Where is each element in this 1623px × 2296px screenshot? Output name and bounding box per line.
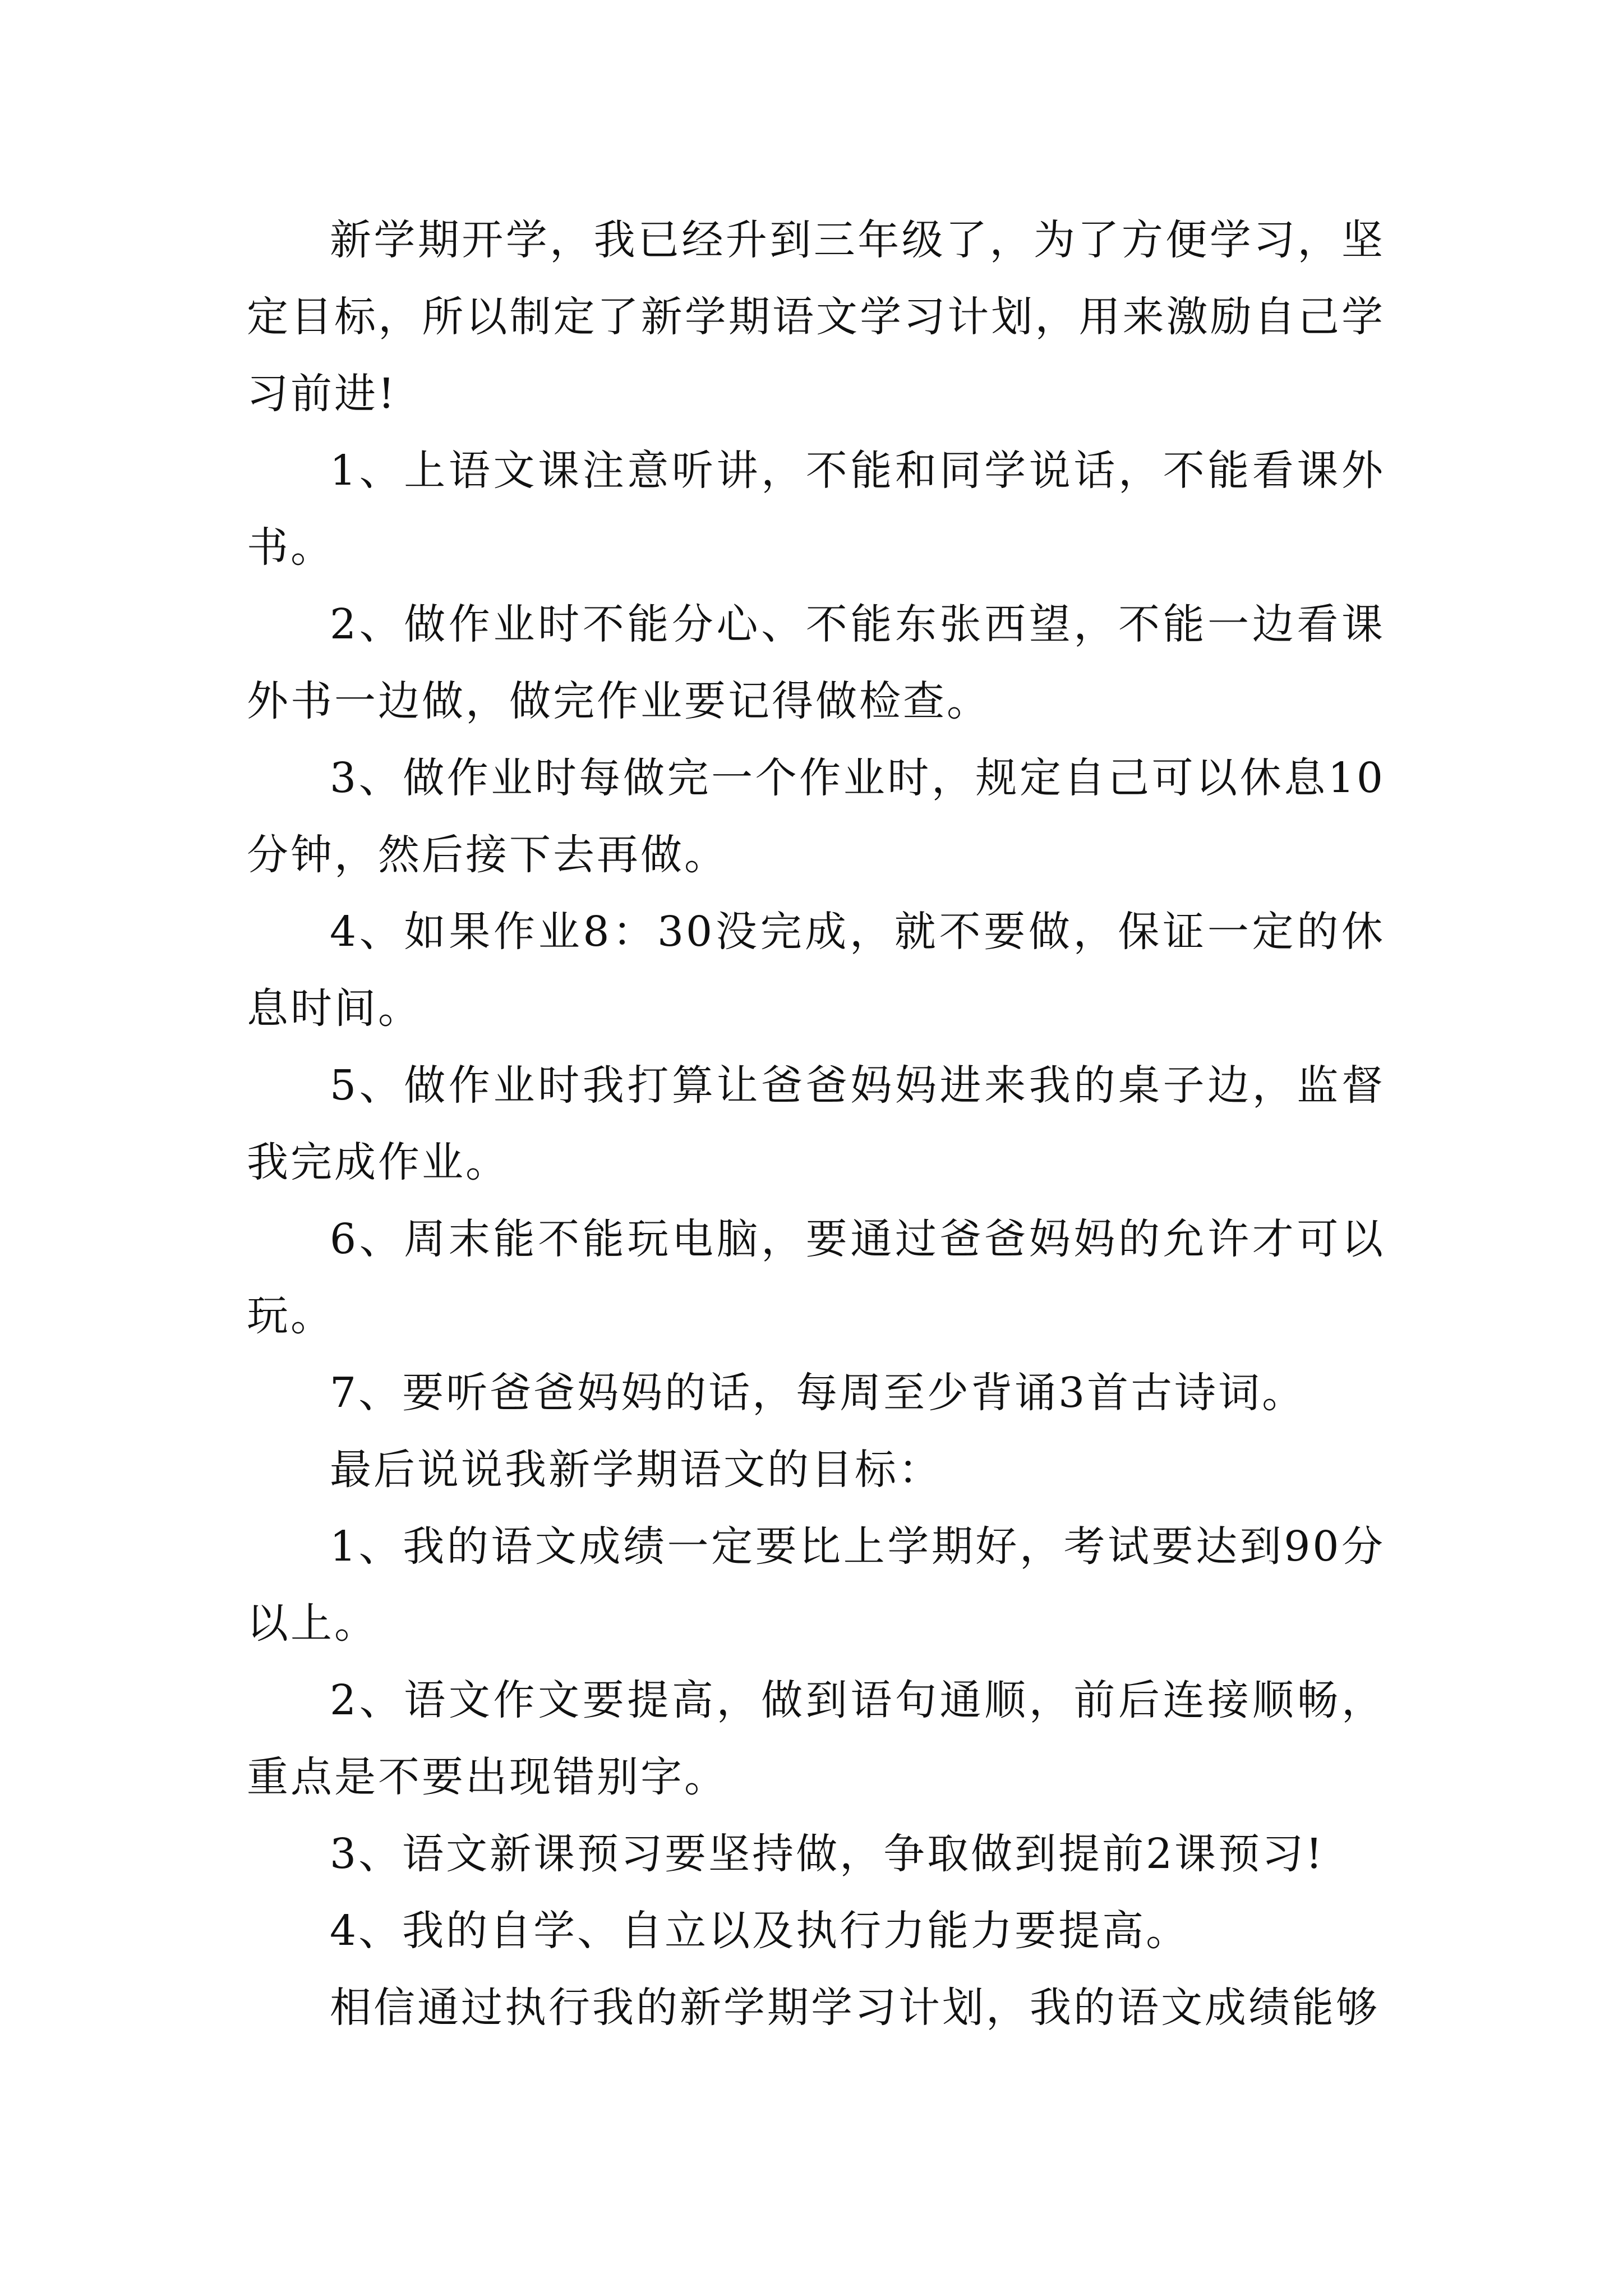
intro-paragraph: 新学期开学，我已经升到三年级了，为了方便学习，坚定目标，所以制定了新学期语文学习计划，用来激励自己学习前进! xyxy=(247,216,1385,418)
plan-item-1: 1、上语文课注意听讲，不能和同学说话，不能看课外书。 xyxy=(247,447,1385,572)
goal-item-1: 1、我的语文成绩一定要比上学期好，考试要达到90分以上。 xyxy=(247,1522,1385,1648)
goal-item-3: 3、语文新课预习要坚持做，争取做到提前2课预习! xyxy=(330,1830,1325,1878)
goal-item-2: 2、语文作文要提高，做到语句通顺，前后连接顺畅，重点是不要出现错别字。 xyxy=(247,1676,1385,1801)
plan-item-6: 6、周末能不能玩电脑，要通过爸爸妈妈的允许才可以玩。 xyxy=(247,1215,1385,1340)
document-body xyxy=(247,202,1385,2046)
plan-item-5: 5、做作业时我打算让爸爸妈妈进来我的桌子边，监督我完成作业。 xyxy=(247,1061,1385,1186)
plan-item-4: 4、如果作业8：30没完成，就不要做，保证一定的休息时间。 xyxy=(247,908,1385,1033)
goals-heading-paragraph: 最后说说我新学期语文的目标： xyxy=(330,1446,942,1494)
plan-item-7: 7、要听爸爸妈妈的话，每周至少背诵3首古诗词。 xyxy=(330,1369,1306,1417)
plan-item-3: 3、做作业时每做完一个作业时，规定自己可以休息10分钟，然后接下去再做。 xyxy=(247,754,1385,879)
closing-paragraph: 相信通过执行我的新学期学习计划，我的语文成绩能够 xyxy=(330,1984,1380,2032)
plan-item-2: 2、做作业时不能分心、不能东张西望，不能一边看课外书一边做，做完作业要记得做检查。 xyxy=(247,600,1385,725)
goal-item-4: 4、我的自学、自立以及执行力能力要提高。 xyxy=(330,1907,1190,1955)
